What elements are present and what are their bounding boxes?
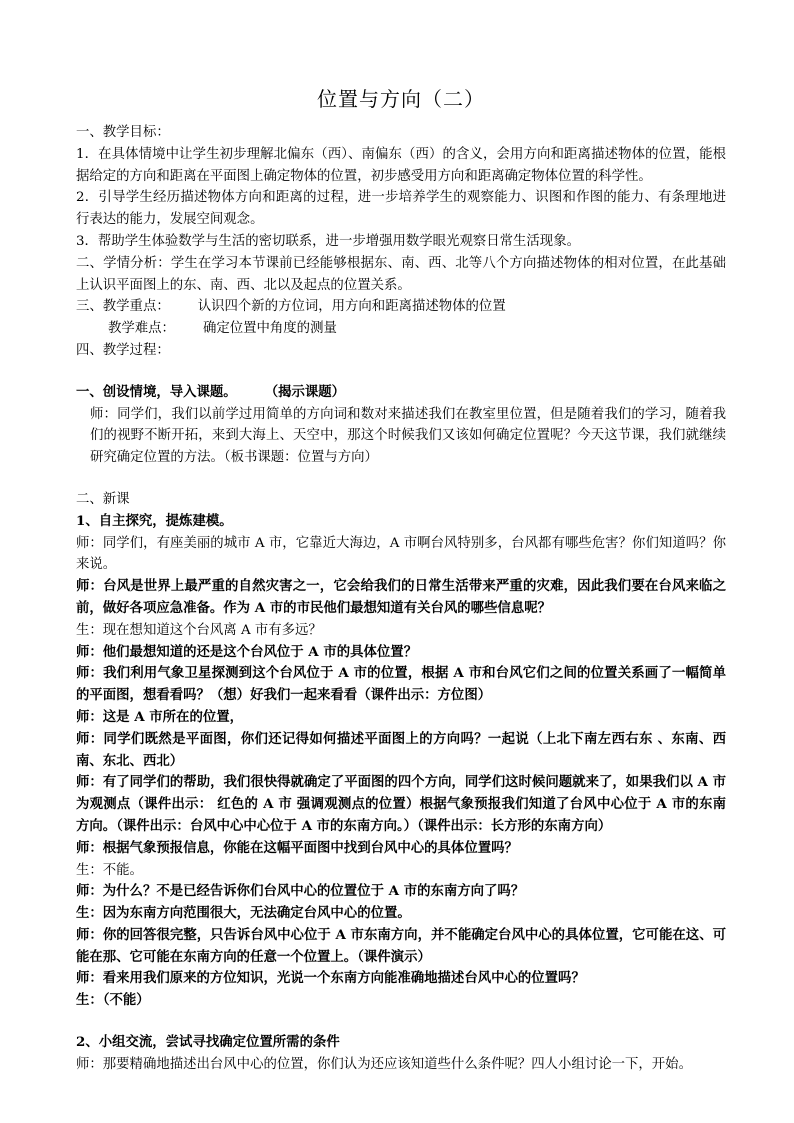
key-points-value: 认识四个新的方位词，用方向和距离描述物体的位置 [197, 299, 506, 315]
dialogue-line: 师：有了同学们的帮助，我们很快得就确定了平面图的四个方向，同学们这时候问题就来了，如果我们以 A 市为观测点（课件出示： 红色的 A 市 强调观测点的位置）根据气象预报我们知道了台风中心位于 A 市的东南方向。（课件出示：台风中心中心位于 A 市的东南方向。）（课件出示：长方形的东南方向） [76, 774, 726, 834]
process-heading: 四、教学过程： [76, 342, 170, 358]
section2-sub2: 2、小组交流，尝试寻找确定位置所需的条件 [76, 1034, 340, 1051]
goal-item-1: 1．在具体情境中让学生初步理解北偏东（西）、南偏东（西）的含义，会用方向和距离描述物体的位置，能根据给定的方向和距离在平面图上确定物体的位置，初步感受用方向和距离确定物体位置的科学性。 [76, 146, 726, 184]
dialogue-line: 师：看来用我们原来的方位知识，光说一个东南方向能准确地描述台风中心的位置吗？ [76, 970, 585, 987]
dialogue-line: 师：同学们，有座美丽的城市 A 市，它靠近大海边，A 市啊台风特别多，台风都有哪些危害？你们知道吗？你来说。 [76, 535, 726, 573]
dialogue-line: 生：因为东南方向范围很大，无法确定台风中心的位置。 [76, 905, 411, 922]
dialogue-line: 师：你的回答很完整，只告诉台风中心位于 A 市东南方向，并不能确定台风中心的具体位置，它可能在这、可能在那、它可能在东南方向的任意一个位置上。（课件演示） [76, 926, 726, 965]
key-points-label: 三、教学重点： [76, 299, 170, 315]
dialogue-line: 生：（不能） [76, 992, 150, 1009]
section1-heading [76, 382, 726, 404]
page-title: 位置与方向（二） [317, 87, 485, 111]
difficulty [76, 318, 726, 340]
dialogue-line: 师：根据气象预报信息，你能在这幅平面图中找到台风中心的具体位置吗？ [76, 839, 518, 856]
section1-heading-note: （揭示课题） [264, 383, 346, 400]
section1-heading-text: 一、创设情境，导入课题。 [76, 383, 237, 400]
dialogue-line: 师：这是 A 市所在的位置， [76, 708, 244, 725]
goals-heading: 一、教学目标： [76, 125, 170, 140]
spacer [76, 362, 726, 382]
section2-sub1: 1、自主探究，提炼建模。 [76, 512, 233, 529]
key-points [76, 296, 726, 318]
learner-analysis: 二、学情分析：学生在学习本节课前已经能够根据东、南、西、北等八个方向描述物体的相对位置，在此基础上认识平面图上的东、南、西、北以及起点的位置关系。 [76, 255, 726, 293]
dialogue-line: 师：我们利用气象卫星探测到这个台风位于 A 市的位置，根据 A 市和台风它们之间的位置关系画了一幅简单的平面图，想看看吗？（想）好我们一起来看看（课件出示：方位图） [76, 665, 726, 704]
dialogue-line: 师：台风是世界上最严重的自然灾害之一，它会给我们的日常生活带来严重的灾难，因此我们要在台风来临之前，做好各项应急准备。作为 A 市的市民他们最想知道有关台风的哪些信息呢？ [76, 578, 726, 616]
dialogue-line: 师：同学们既然是平面图，你们还记得如何描述平面图上的方向吗？一起说（上北下南左西右东 、东南、西南、东北、西北） [76, 730, 726, 769]
document-page [76, 84, 726, 1076]
dialogue-line: 师：他们最想知道的还是这个台风位于 A 市的具体位置？ [76, 643, 418, 660]
dialogue-line: 生：不能。 [76, 862, 143, 878]
dialogue-line: 师：为什么？不是已经告诉你们台风中心的位置位于 A 市的东南方向了吗？ [76, 883, 525, 900]
goal-item-2: 2．引导学生经历描述物体方向和距离的过程，进一步培养学生的观察能力、识图和作图的能力、有条理地进行表达的能力，发展空间观念。 [76, 190, 726, 228]
dialogue-line: 生：现在想知道这个台风离 A 市有多远？ [76, 622, 322, 638]
difficulty-label: 教学难点： [108, 321, 175, 337]
spacer [76, 469, 726, 489]
section2-heading: 二、新课 [76, 491, 130, 507]
spacer [76, 1012, 726, 1032]
section2-sub2-body: 师：那要精确地描述出台风中心的位置，你们认为还应该知道些什么条件呢？四人小组讨论一下，开始。 [76, 1056, 692, 1072]
goal-item-3: 3．帮助学生体验数学与生活的密切联系，进一步增强用数学眼光观察日常生活现象。 [76, 233, 580, 249]
section1-body: 师：同学们，我们以前学过用简单的方向词和数对来描述我们在教室里位置，但是随着我们的学习，随着我们的视野不断开拓，来到大海上、天空中，那这个时候我们又该如何确定位置呢？今天这节课，我们就继续研究确定位置的方法。（板书课题：位置与方向） [90, 406, 726, 466]
difficulty-value: 确定位置中角度的测量 [202, 321, 337, 337]
